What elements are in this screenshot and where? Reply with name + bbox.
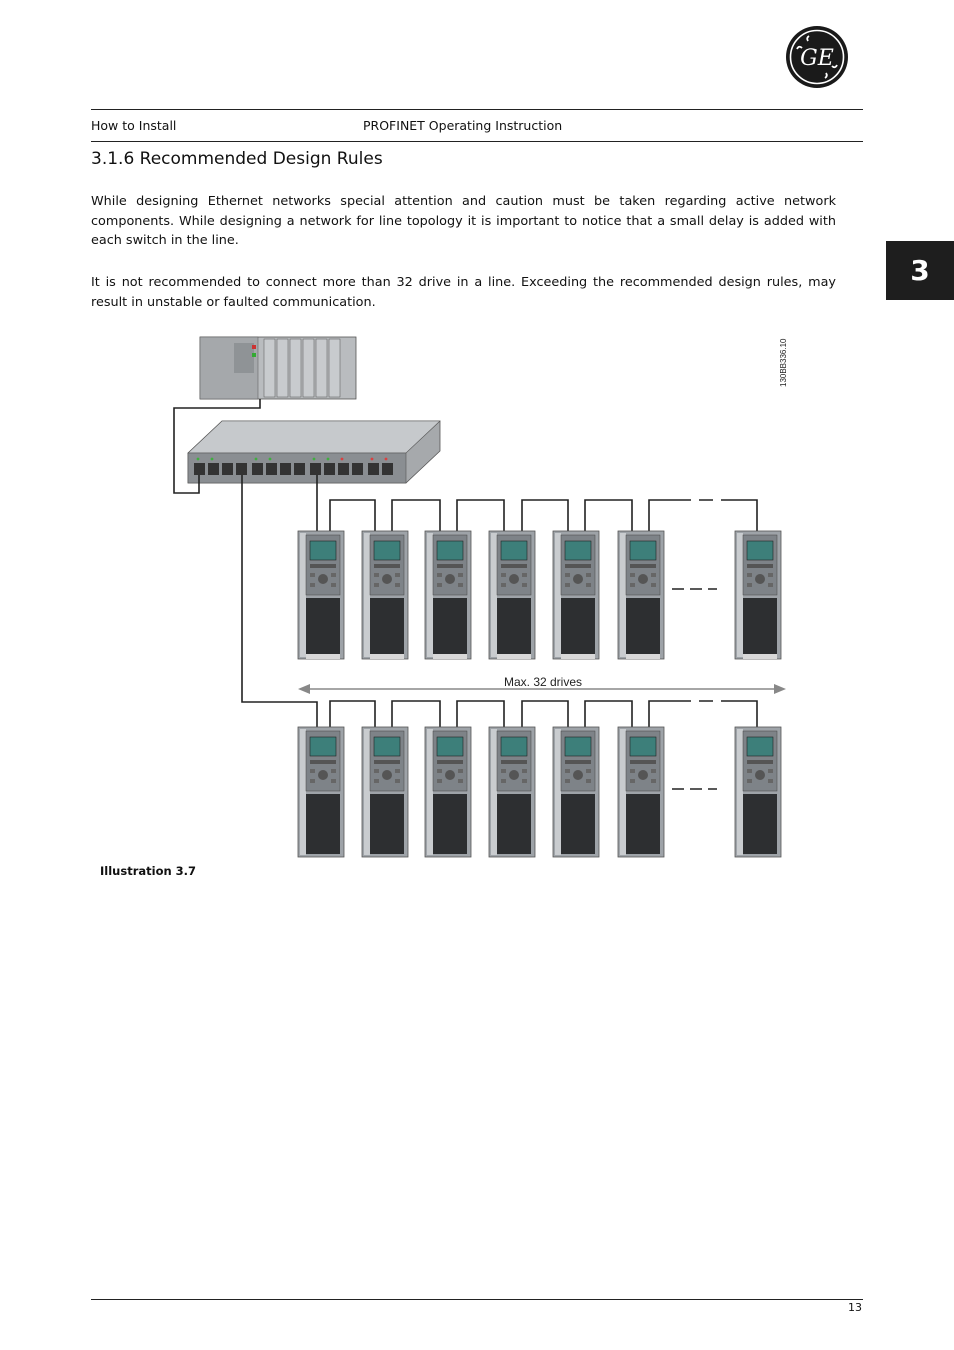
header-top-rule — [91, 109, 863, 110]
drive-row-2 — [298, 727, 781, 857]
svg-text:GE: GE — [800, 46, 834, 71]
page-number: 13 — [848, 1301, 862, 1314]
plc-controller — [200, 337, 356, 399]
running-header-section: How to Install — [91, 118, 177, 133]
paragraph-1: While designing Ethernet networks special attention and caution must be taken regarding active network components. While designing a network for line topology it is important to notice that a small delay is added with each switch in the line. — [91, 194, 836, 248]
figure-caption: Illustration 3.7 — [100, 864, 197, 878]
footer-rule — [91, 1299, 863, 1300]
running-header-title: PROFINET Operating Instruction — [363, 118, 563, 133]
paragraph-2: It is not recommended to connect more than 32 drive in a line. Exceeding the recommended design rules, may result in unstable or faulted communication. — [91, 275, 836, 310]
ethernet-switch — [188, 421, 440, 483]
network-topology-illustration — [172, 335, 792, 860]
drive-row-1 — [298, 531, 781, 659]
header-bottom-rule — [91, 141, 863, 142]
span-label: Max. 32 drives — [503, 675, 583, 689]
section-title: 3.1.6 Recommended Design Rules — [91, 149, 383, 169]
chapter-tab: 3 — [886, 241, 954, 300]
drawing-code: 130BB336.10 — [779, 338, 788, 387]
ge-logo-icon — [785, 25, 849, 89]
